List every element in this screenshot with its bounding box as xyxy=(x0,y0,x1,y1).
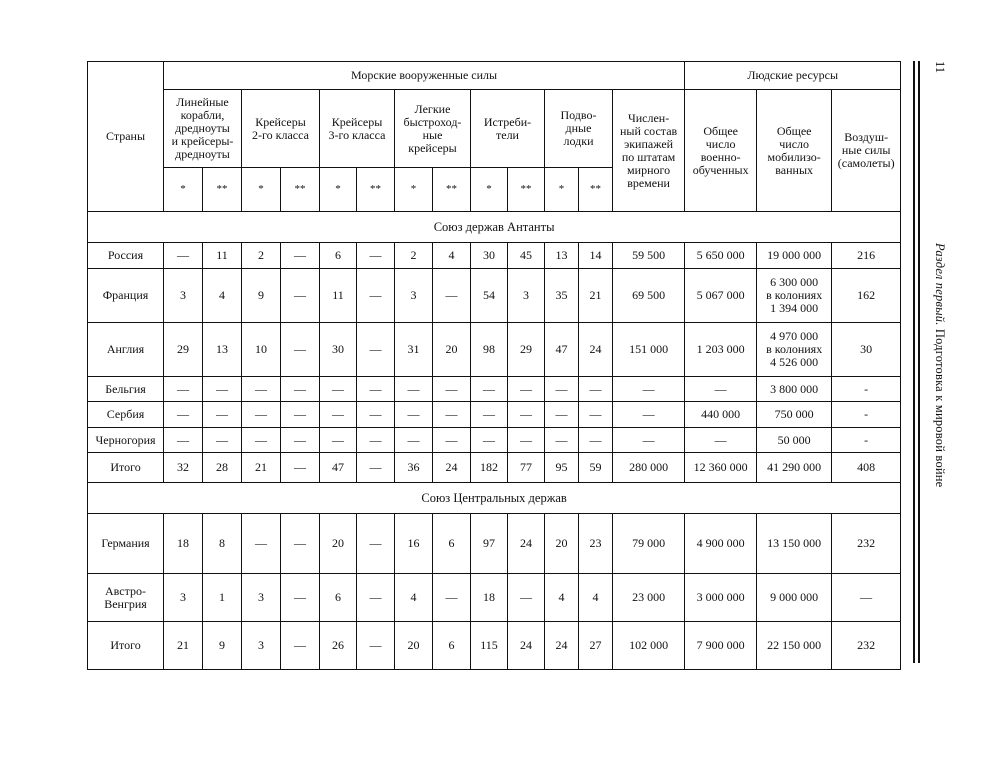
value-cell: — xyxy=(281,574,320,622)
header-submarines: Подво- дные лодки xyxy=(545,90,613,168)
value-cell: 11 xyxy=(203,243,242,269)
value-cell: 182 xyxy=(471,453,508,483)
value-cell: — xyxy=(395,377,433,402)
value-cell: 30 xyxy=(471,243,508,269)
value-cell: — xyxy=(357,323,395,377)
value-cell: — xyxy=(203,402,242,428)
value-cell: — xyxy=(508,428,545,453)
country-cell: Германия xyxy=(88,514,164,574)
value-cell: 47 xyxy=(545,323,579,377)
value-cell: 1 xyxy=(203,574,242,622)
value-cell: 6 300 000 в колониях 1 394 000 xyxy=(757,269,832,323)
country-cell: Черногория xyxy=(88,428,164,453)
value-cell: — xyxy=(579,402,613,428)
country-cell: Итого xyxy=(88,622,164,670)
value-cell: 35 xyxy=(545,269,579,323)
value-cell: — xyxy=(164,377,203,402)
header-crews: Числен- ный состав экипажей по штатам мирного времени xyxy=(613,90,685,212)
value-cell: 47 xyxy=(320,453,357,483)
page-number: 11 xyxy=(933,61,947,74)
value-cell: — xyxy=(613,402,685,428)
value-cell: — xyxy=(357,377,395,402)
mark-double: ** xyxy=(281,168,320,212)
value-cell: 5 650 000 xyxy=(685,243,757,269)
value-cell: - xyxy=(832,377,901,402)
value-cell: 41 290 000 xyxy=(757,453,832,483)
section-title: Союз держав Антанты xyxy=(88,212,901,243)
data-table xyxy=(87,61,901,670)
value-cell: 3 xyxy=(164,574,203,622)
value-cell: 16 xyxy=(395,514,433,574)
value-cell: — xyxy=(242,377,281,402)
value-cell: 4 xyxy=(203,269,242,323)
value-cell: 24 xyxy=(579,323,613,377)
value-cell: 3 xyxy=(508,269,545,323)
value-cell: 69 500 xyxy=(613,269,685,323)
value-cell: 29 xyxy=(508,323,545,377)
value-cell: 21 xyxy=(242,453,281,483)
value-cell: — xyxy=(433,377,471,402)
value-cell: — xyxy=(357,428,395,453)
value-cell: 280 000 xyxy=(613,453,685,483)
value-cell: 20 xyxy=(545,514,579,574)
mark-single: * xyxy=(545,168,579,212)
value-cell: — xyxy=(685,428,757,453)
header-battleships: Линейные корабли, дредноуты и крейсеры- дредноуты xyxy=(164,90,242,168)
value-cell: 162 xyxy=(832,269,901,323)
mark-single: * xyxy=(164,168,203,212)
value-cell: 3 xyxy=(164,269,203,323)
value-cell: 79 000 xyxy=(613,514,685,574)
country-cell: Итого xyxy=(88,453,164,483)
value-cell: 36 xyxy=(395,453,433,483)
header-trained: Общее число военно- обученных xyxy=(685,90,757,212)
mark-double: ** xyxy=(579,168,613,212)
value-cell: 115 xyxy=(471,622,508,670)
header-cruisers-3: Крейсеры 3-го класса xyxy=(320,90,395,168)
value-cell: 98 xyxy=(471,323,508,377)
value-cell: 4 xyxy=(545,574,579,622)
value-cell: — xyxy=(357,622,395,670)
value-cell: 20 xyxy=(320,514,357,574)
value-cell: 18 xyxy=(471,574,508,622)
value-cell: — xyxy=(281,269,320,323)
header-human: Людские ресурсы xyxy=(685,62,901,90)
value-cell: — xyxy=(685,377,757,402)
section-title: Союз Центральных держав xyxy=(88,483,901,514)
value-cell: — xyxy=(281,428,320,453)
value-cell: 9 xyxy=(203,622,242,670)
value-cell: 151 000 xyxy=(613,323,685,377)
value-cell: — xyxy=(357,269,395,323)
country-cell: Франция xyxy=(88,269,164,323)
section-label: Раздел первый. xyxy=(933,243,947,326)
value-cell: — xyxy=(281,453,320,483)
value-cell: 6 xyxy=(433,622,471,670)
mark-single: * xyxy=(471,168,508,212)
value-cell: — xyxy=(508,377,545,402)
value-cell: 440 000 xyxy=(685,402,757,428)
value-cell: 13 xyxy=(545,243,579,269)
table-row xyxy=(88,402,901,428)
table-row xyxy=(88,453,901,483)
mark-single: * xyxy=(320,168,357,212)
country-cell: Сербия xyxy=(88,402,164,428)
value-cell: — xyxy=(281,402,320,428)
header-light-cruisers: Легкие быстроход- ные крейсеры xyxy=(395,90,471,168)
value-cell: 28 xyxy=(203,453,242,483)
table-row xyxy=(88,377,901,402)
value-cell: 12 360 000 xyxy=(685,453,757,483)
value-cell: — xyxy=(395,428,433,453)
value-cell: 6 xyxy=(320,574,357,622)
value-cell: 4 xyxy=(433,243,471,269)
value-cell: 24 xyxy=(433,453,471,483)
value-cell: 30 xyxy=(832,323,901,377)
value-cell: 45 xyxy=(508,243,545,269)
value-cell: 22 150 000 xyxy=(757,622,832,670)
value-cell: — xyxy=(242,514,281,574)
value-cell: 20 xyxy=(433,323,471,377)
value-cell: — xyxy=(471,402,508,428)
table-row xyxy=(88,323,901,377)
value-cell: — xyxy=(164,243,203,269)
value-cell: 59 xyxy=(579,453,613,483)
header-naval: Морские вооруженные силы xyxy=(164,62,685,90)
value-cell: — xyxy=(357,514,395,574)
value-cell: — xyxy=(433,269,471,323)
value-cell: 30 xyxy=(320,323,357,377)
value-cell: 26 xyxy=(320,622,357,670)
value-cell: — xyxy=(357,402,395,428)
value-cell: 232 xyxy=(832,514,901,574)
header-destroyers: Истреби- тели xyxy=(471,90,545,168)
value-cell: — xyxy=(357,243,395,269)
table-row xyxy=(88,574,901,622)
value-cell: 3 xyxy=(242,574,281,622)
value-cell: 4 970 000 в колониях 4 526 000 xyxy=(757,323,832,377)
value-cell: 14 xyxy=(579,243,613,269)
value-cell: — xyxy=(242,402,281,428)
table-row xyxy=(88,622,901,670)
value-cell: 232 xyxy=(832,622,901,670)
value-cell: 50 000 xyxy=(757,428,832,453)
value-cell: 750 000 xyxy=(757,402,832,428)
value-cell: 6 xyxy=(433,514,471,574)
value-cell: 32 xyxy=(164,453,203,483)
right-rule xyxy=(918,61,920,663)
country-cell: Россия xyxy=(88,243,164,269)
mark-double: ** xyxy=(357,168,395,212)
value-cell: — xyxy=(164,428,203,453)
value-cell: 27 xyxy=(579,622,613,670)
value-cell: — xyxy=(281,622,320,670)
value-cell: — xyxy=(579,428,613,453)
running-head xyxy=(933,61,947,663)
value-cell: 9 000 000 xyxy=(757,574,832,622)
value-cell: — xyxy=(357,453,395,483)
table-row xyxy=(88,514,901,574)
value-cell: 77 xyxy=(508,453,545,483)
value-cell: 10 xyxy=(242,323,281,377)
value-cell: 23 xyxy=(579,514,613,574)
value-cell: 29 xyxy=(164,323,203,377)
value-cell: 3 800 000 xyxy=(757,377,832,402)
value-cell: 1 203 000 xyxy=(685,323,757,377)
value-cell: — xyxy=(545,428,579,453)
value-cell: 21 xyxy=(579,269,613,323)
header-cruisers-2: Крейсеры 2-го класса xyxy=(242,90,320,168)
table-row xyxy=(88,428,901,453)
table-row xyxy=(88,243,901,269)
value-cell: 8 xyxy=(203,514,242,574)
value-cell: 216 xyxy=(832,243,901,269)
value-cell: 54 xyxy=(471,269,508,323)
value-cell: — xyxy=(281,323,320,377)
value-cell: — xyxy=(832,574,901,622)
value-cell: - xyxy=(832,402,901,428)
value-cell: 3 000 000 xyxy=(685,574,757,622)
value-cell: 2 xyxy=(395,243,433,269)
value-cell: 18 xyxy=(164,514,203,574)
value-cell: — xyxy=(545,402,579,428)
value-cell: 102 000 xyxy=(613,622,685,670)
value-cell: 20 xyxy=(395,622,433,670)
value-cell: 4 900 000 xyxy=(685,514,757,574)
value-cell: — xyxy=(281,243,320,269)
value-cell: — xyxy=(320,428,357,453)
value-cell: — xyxy=(579,377,613,402)
value-cell: 97 xyxy=(471,514,508,574)
value-cell: — xyxy=(471,428,508,453)
header-mobilized: Общее число мобилизо- ванных xyxy=(757,90,832,212)
value-cell: — xyxy=(471,377,508,402)
value-cell: — xyxy=(395,402,433,428)
country-cell: Австро- Венгрия xyxy=(88,574,164,622)
value-cell: 95 xyxy=(545,453,579,483)
value-cell: — xyxy=(320,402,357,428)
value-cell: 21 xyxy=(164,622,203,670)
value-cell: 3 xyxy=(242,622,281,670)
value-cell: — xyxy=(433,574,471,622)
value-cell: 23 000 xyxy=(613,574,685,622)
value-cell: — xyxy=(281,514,320,574)
value-cell: — xyxy=(242,428,281,453)
country-cell: Бельгия xyxy=(88,377,164,402)
value-cell: 4 xyxy=(395,574,433,622)
value-cell: — xyxy=(203,428,242,453)
mark-double: ** xyxy=(203,168,242,212)
mark-double: ** xyxy=(508,168,545,212)
value-cell: — xyxy=(545,377,579,402)
value-cell: — xyxy=(320,377,357,402)
value-cell: — xyxy=(357,574,395,622)
value-cell: 7 900 000 xyxy=(685,622,757,670)
value-cell: 24 xyxy=(545,622,579,670)
header-aircraft: Воздуш- ные силы (самолеты) xyxy=(832,90,901,212)
value-cell: 4 xyxy=(579,574,613,622)
value-cell: — xyxy=(613,428,685,453)
value-cell: 408 xyxy=(832,453,901,483)
value-cell: — xyxy=(203,377,242,402)
value-cell: 6 xyxy=(320,243,357,269)
value-cell: — xyxy=(433,402,471,428)
value-cell: — xyxy=(508,402,545,428)
value-cell: — xyxy=(613,377,685,402)
value-cell: 19 000 000 xyxy=(757,243,832,269)
value-cell: — xyxy=(508,574,545,622)
value-cell: 5 067 000 xyxy=(685,269,757,323)
value-cell: 2 xyxy=(242,243,281,269)
value-cell: 24 xyxy=(508,514,545,574)
value-cell: 13 150 000 xyxy=(757,514,832,574)
value-cell: — xyxy=(433,428,471,453)
mark-single: * xyxy=(395,168,433,212)
value-cell: 11 xyxy=(320,269,357,323)
chapter-title: Подготовка к мировой войне xyxy=(933,328,947,488)
right-rule xyxy=(913,61,915,663)
value-cell: 24 xyxy=(508,622,545,670)
value-cell: 31 xyxy=(395,323,433,377)
value-cell: — xyxy=(281,377,320,402)
value-cell: - xyxy=(832,428,901,453)
value-cell: — xyxy=(164,402,203,428)
running-title xyxy=(933,243,947,487)
mark-single: * xyxy=(242,168,281,212)
value-cell: 13 xyxy=(203,323,242,377)
table-row xyxy=(88,269,901,323)
country-cell: Англия xyxy=(88,323,164,377)
header-countries: Страны xyxy=(88,62,164,212)
mark-double: ** xyxy=(433,168,471,212)
value-cell: 59 500 xyxy=(613,243,685,269)
value-cell: 9 xyxy=(242,269,281,323)
value-cell: 3 xyxy=(395,269,433,323)
